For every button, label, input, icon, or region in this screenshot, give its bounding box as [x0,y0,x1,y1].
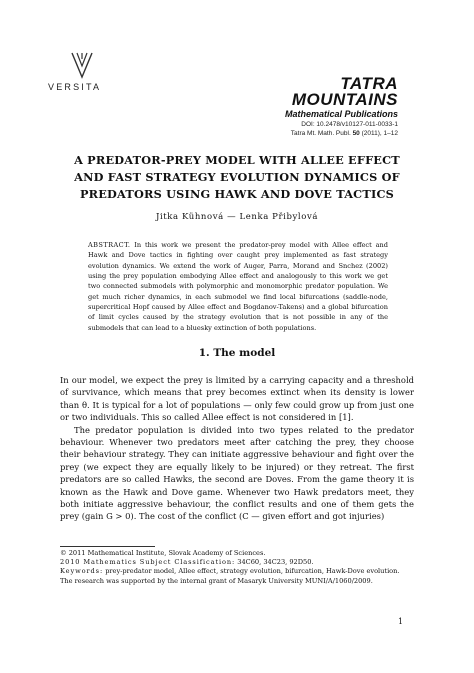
body-paragraph: In our model, we expect the prey is limited by a carrying capacity and a threshold of survivance, which means that prey becomes extinct when its density is lower than θ. It is typical for a lot of populations — only few could grow up from just one or two individuals. This so called Allee effect is not considered in [1]. [60,375,414,423]
body-text [60,374,414,523]
journal-logo-line2: MOUNTAINS [291,90,398,109]
section-heading: 1. The model [198,347,276,359]
msc-codes: 34C60, 34C23, 92D50. [237,558,314,567]
title-line: AND FAST STRATEGY EVOLUTION DYNAMICS OF [74,170,400,184]
abstract [88,240,388,333]
publisher-name: VERSITA [48,82,102,92]
journal-citation [291,130,398,137]
copyright-note: © 2011 Mathematical Institute, Slovak Academy of Sciences. [60,549,266,557]
citation-volume: 50 [352,130,360,137]
title-line: A PREDATOR-PREY MODEL WITH ALLEE EFFECT [74,153,400,167]
body-paragraph: The predator population is divided into two types related to the predator behaviour. Whenever two predators meet after catching the prey, they choose their behaviour strategy. They can initiate aggressive behaviour and fight over the prey (we expect they are equally likely to be injured) or they retreat. The first predators are so called Hawks, the second are Doves. From the game theory it is known as the Hawk and Dove game. Whenever two Hawk predators meet, they both initiate aggressive behaviour, the conflict results and one of them gets the prey (gain G > 0). The cost of the conflict (C — given effort and got injuries) [60,424,414,522]
paper-title [0,152,474,203]
citation-prefix: Tatra Mt. Math. Publ. [290,130,351,137]
versita-logo-mark [69,50,95,80]
footnotes [60,549,414,586]
journal-logo-line1: TATRA [340,74,398,93]
keywords-note [60,567,414,576]
keywords-label: Keywords: [60,567,104,576]
citation-suffix: (2011), 1–12 [361,130,398,137]
abstract-text: In this work we present the predator-prey model with Allee effect and Hawk and Dove tactics in fighting over caught prey implemented as fast strategy evolution dynamics. We extend the work of Auger, Parra, Morand and Snchez (2002) using the prey population embodying Allee effect and analogously to this work we get two connected submodels with polymorphic and monomorphic predator population. We get much richer dynamics, in each submodel we find local bifurcations (saddle-node, supercritical Hopf caused by Allee effect and Bogdanov-Takens) and a global bifurcation of limit cycles caused by the strategy evolution that is not possible in any of the submodels that can lead to a bluesky extinction of both populations. [88,241,388,332]
journal-subtitle: Mathematical Publications [284,109,398,119]
author-separator: — [223,212,240,222]
page-number: 1 [398,617,404,626]
keywords-text: prey-predator model, Allee effect, strategy evolution, bifurcation, Hawk-Dove evolution. [105,567,400,576]
doi-link[interactable]: DOI: 10.2478/v10127-011-0033-1 [301,121,398,128]
msc-label: 2010 Mathematics Subject Classification: [60,558,236,567]
author-name: Jitka Kühnová [155,212,224,222]
title-line: PREDATORS USING HAWK AND DOVE TACTICS [79,187,395,201]
msc-note [60,558,414,567]
footnote-rule [60,546,155,547]
author-list [0,212,474,222]
author-name: Lenka Přibylová [239,212,319,222]
funding-note: The research was supported by the internal grant of Masaryk University MUNI/A/1060/2009. [60,576,373,585]
abstract-label: ABSTRACT. [88,241,131,249]
